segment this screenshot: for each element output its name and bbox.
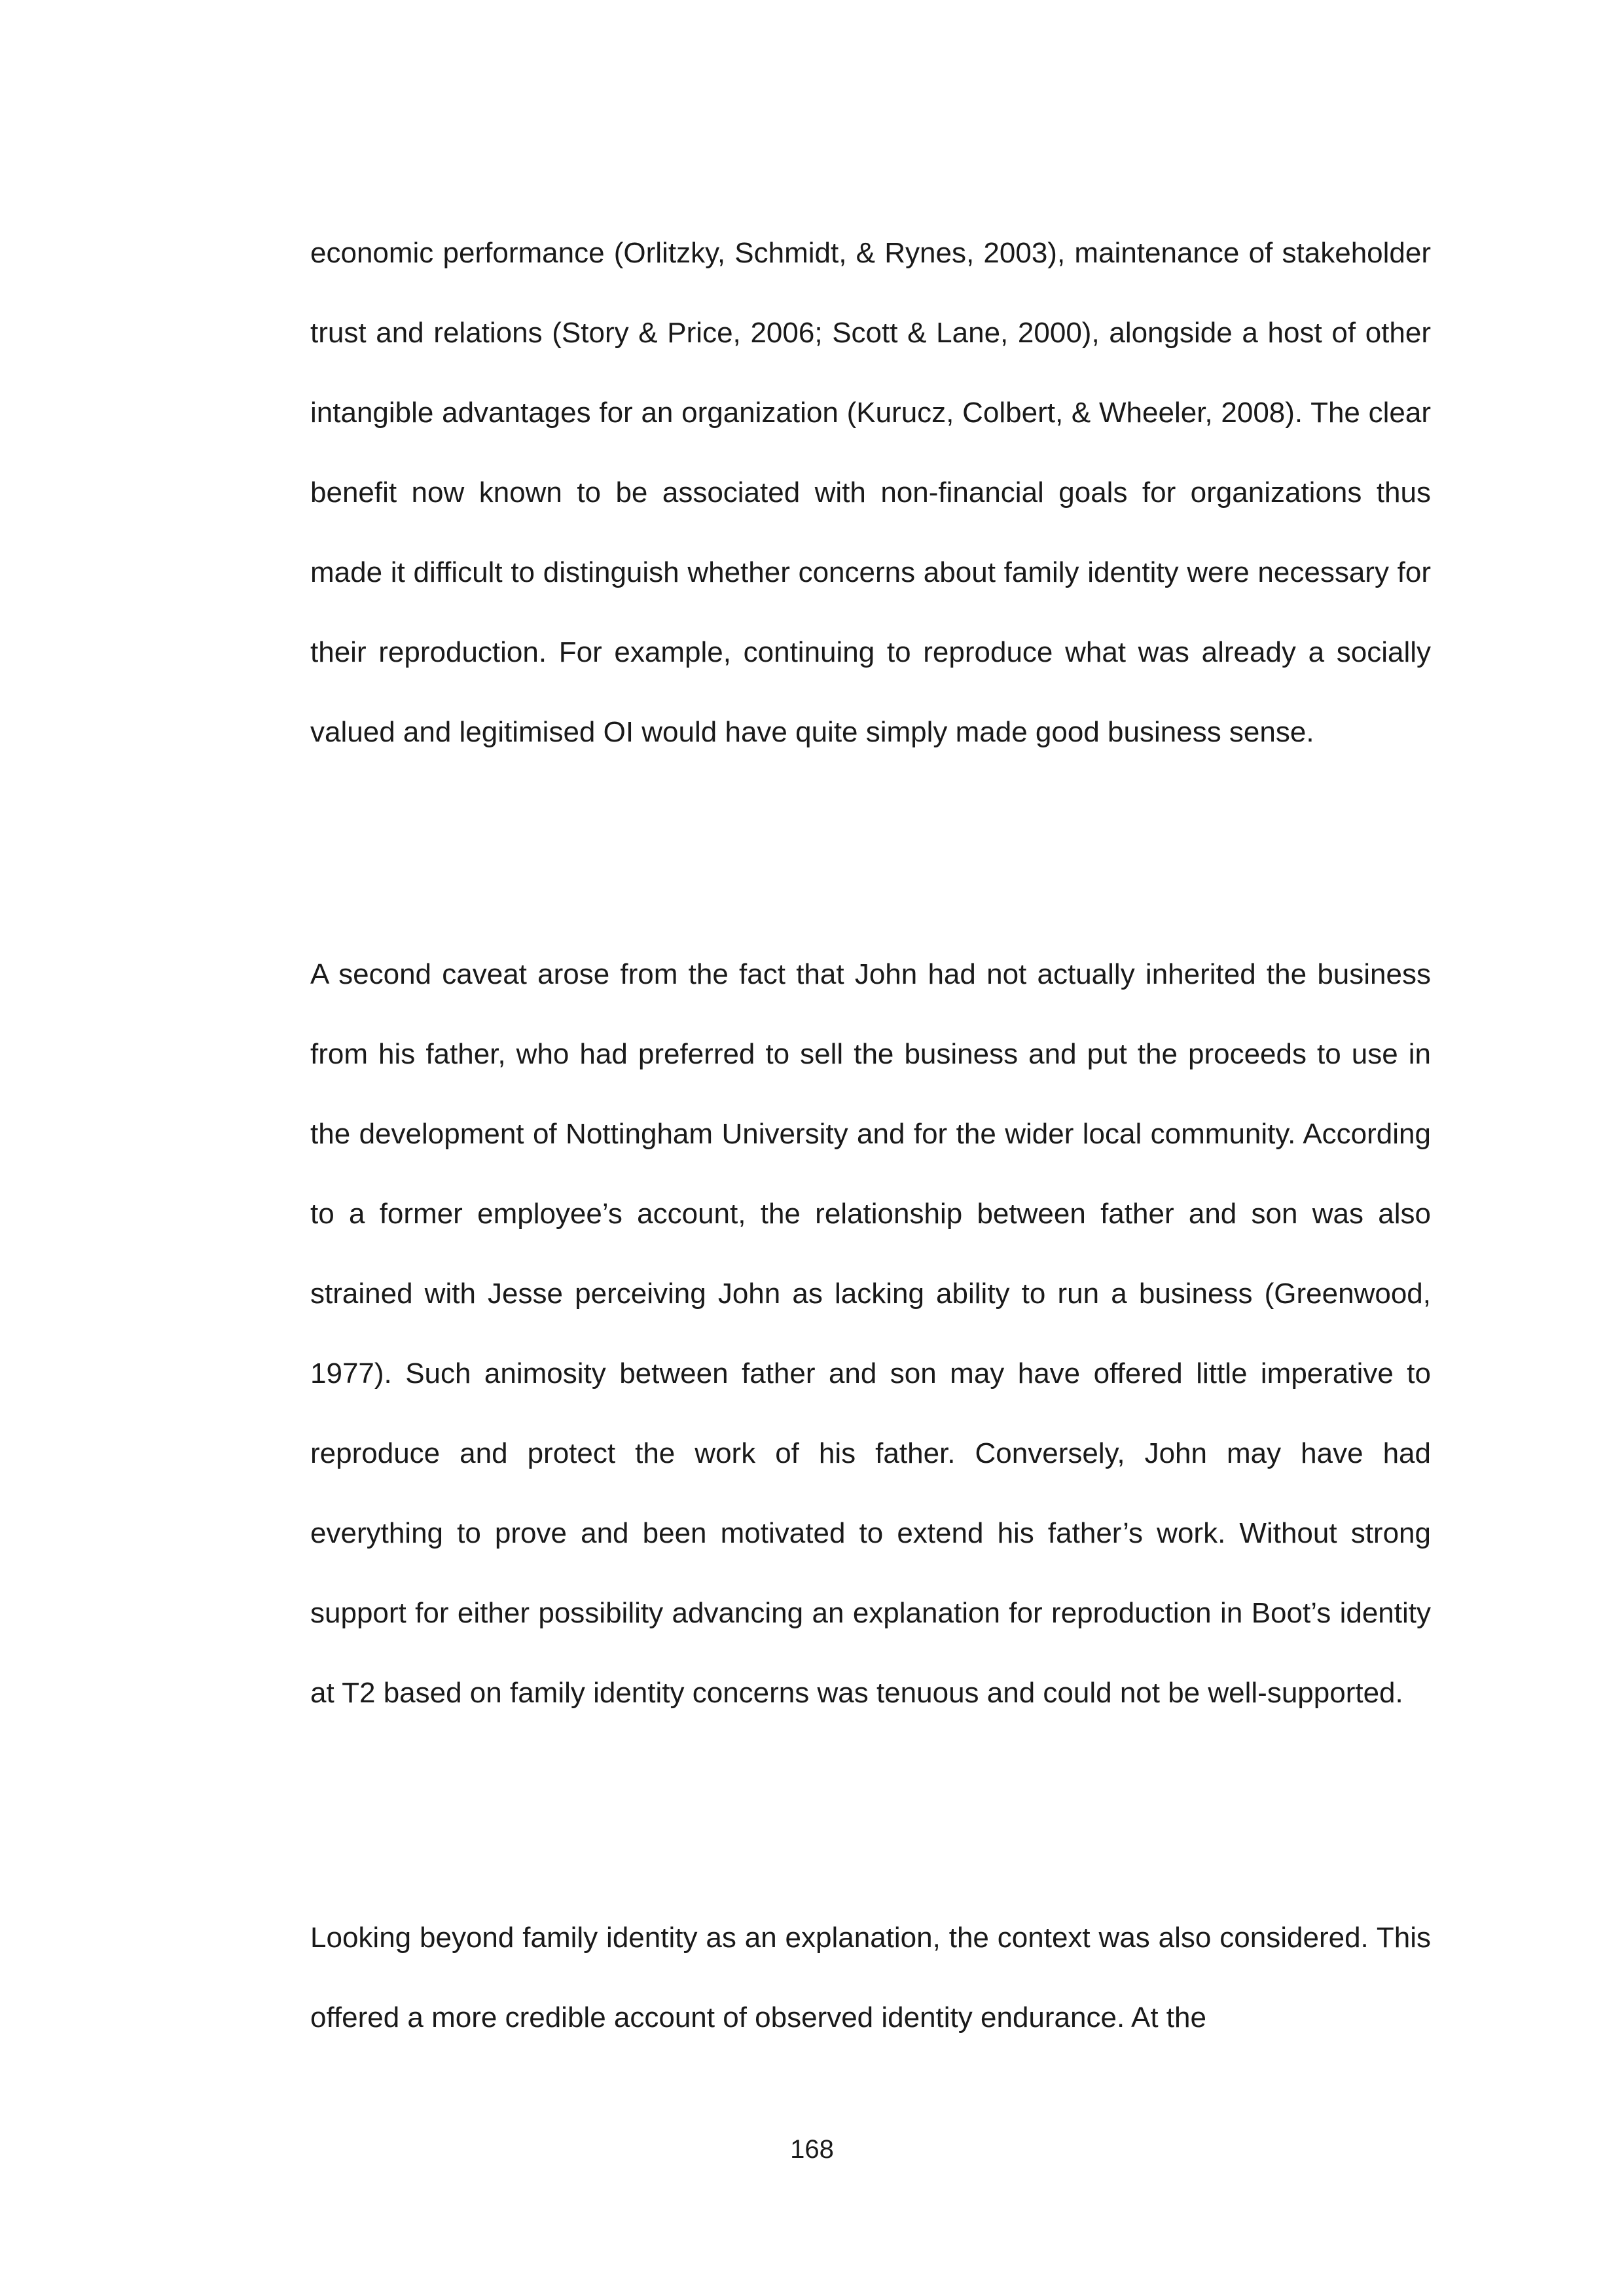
paragraph-2: A second caveat arose from the fact that John had not actually inherited the business from his father, who had preferred to sell the business and put the proceeds to use in the development of Nottingham University and for the wider local community. According to a former employee’s account, the relationship between father and son was also strained with Jesse perceiving John as lacking ability to run a business (Greenwood, 1977). Such animosity between father and son may have offered little imperative to reproduce and protect the work of his father. Conversely, John may have had everything to prove and been motivated to extend his father’s work. Without strong support for either possibility advancing an explanation for reproduction in Boot’s identity at T2 based on family identity concerns was tenuous and could not be well-supported. xyxy=(310,958,1431,1709)
page-number: 168 xyxy=(790,2135,834,2164)
paragraph-3: Looking beyond family identity as an explanation, the context was also considered. This offered a more credible account of observed identity endurance. At the xyxy=(310,1922,1431,2034)
paragraph-1: economic performance (Orlitzky, Schmidt, & Rynes, 2003), maintenance of stakeholder trust and relations (Story & Price, 2006; Scott & Lane, 2000), alongside a host of other intangible advantages for an organization (Kurucz, Colbert, & Wheeler, 2008). The clear benefit now known to be associated with non-financial goals for organizations thus made it difficult to distinguish whether concerns about family identity were necessary for their reproduction. For example, continuing to reproduce what was already a socially valued and legitimised OI would have quite simply made good business sense. xyxy=(310,237,1431,748)
